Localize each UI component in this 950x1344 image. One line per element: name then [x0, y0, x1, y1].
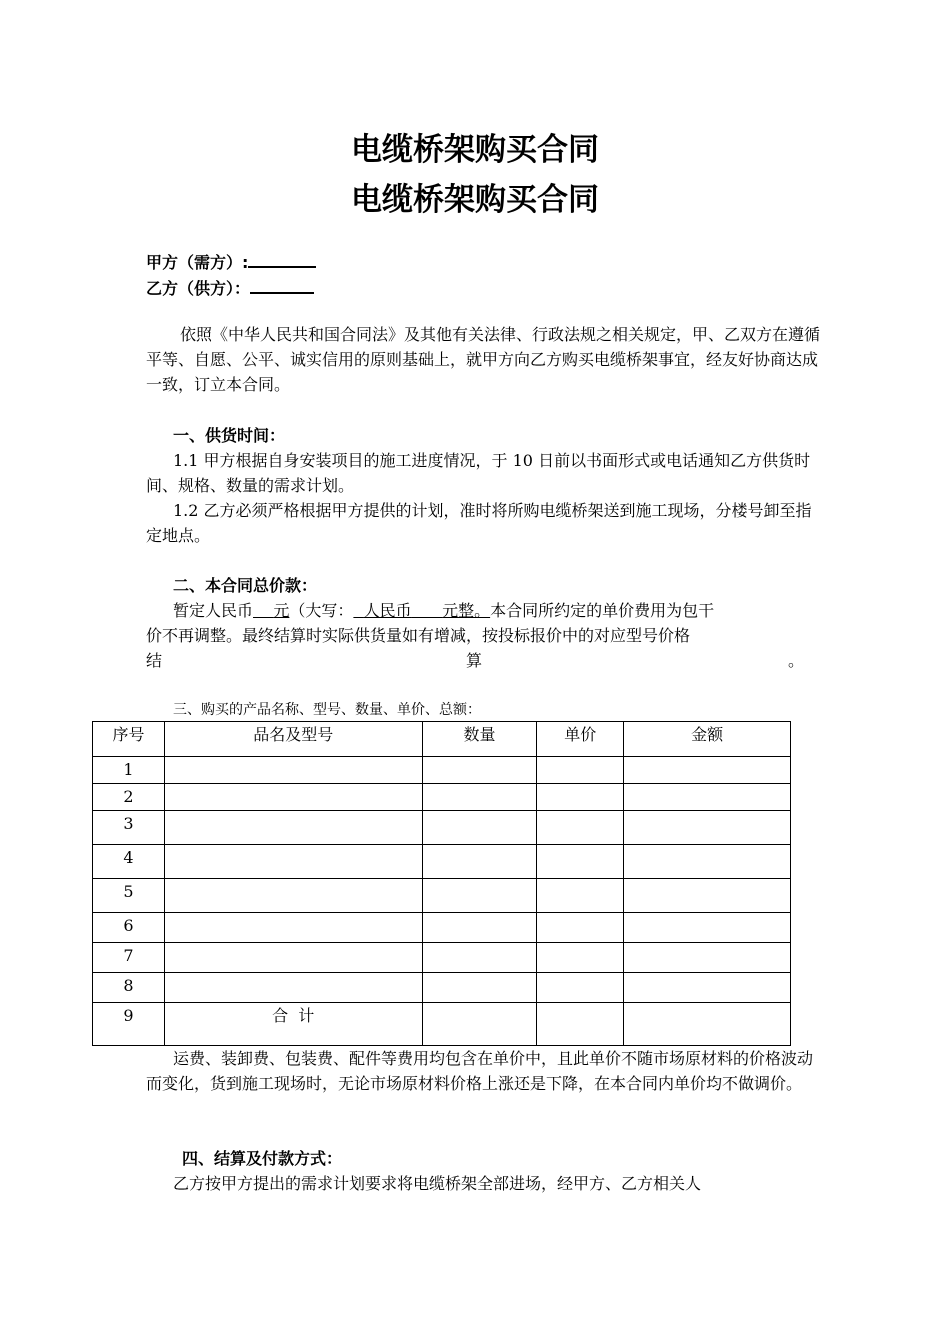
section-1-clause-1: 1.1 甲方根据自身安装项目的施工进度情况，于 10 日前以书面形式或电话通知乙方供货时间、规格、数量的需求计划。 — [146, 451, 811, 495]
header-name-model: 品名及型号 — [164, 722, 422, 757]
cell-unit-price — [537, 943, 624, 973]
cell-name-model — [164, 757, 422, 784]
cell-name-model — [164, 973, 422, 1003]
cell-total-amount — [624, 1003, 791, 1046]
cell-amount — [624, 845, 791, 879]
table-row — [93, 811, 791, 845]
header-seq: 序号 — [93, 722, 165, 757]
section-4-heading: 四、结算及付款方式： — [182, 1149, 343, 1168]
table-total-row — [93, 1003, 791, 1046]
cell-quantity — [422, 811, 537, 845]
party-b-label: 乙方（供方）： — [146, 279, 251, 298]
row-seq: 1 — [93, 757, 165, 784]
section-3-note: 运费、装卸费、包装费、配件等费用均包含在单价中，且此单价不随市场原材料的价格波动而变化，货到施工现场时，无论市场原材料价格上涨还是下降，在本合同内单价均不做调价。 — [146, 1049, 814, 1093]
party-a-blank — [248, 250, 316, 268]
cell-amount — [624, 784, 791, 811]
table-row — [93, 757, 791, 784]
settle-period: 。 — [788, 651, 805, 670]
cell-quantity — [422, 757, 537, 784]
header-amount: 金额 — [624, 722, 791, 757]
cell-quantity — [422, 879, 537, 913]
table-header-row — [93, 722, 791, 757]
price-capital-currency: 人民币 — [363, 601, 412, 620]
row-seq: 7 — [93, 943, 165, 973]
section-4-clause: 乙方按甲方提出的需求计划要求将电缆桥架全部进场，经甲方、乙方相关人 — [173, 1174, 702, 1193]
cell-amount — [624, 757, 791, 784]
cell-unit-price — [537, 879, 624, 913]
cell-amount — [624, 811, 791, 845]
price-capital-blank — [353, 601, 490, 620]
cell-quantity — [422, 943, 537, 973]
table-row — [93, 845, 791, 879]
row-seq: 4 — [93, 845, 165, 879]
cell-unit-price — [537, 973, 624, 1003]
cell-name-model — [164, 845, 422, 879]
party-a-label: 甲方（需方）: — [146, 253, 249, 272]
settle-char-2: 算 — [466, 651, 483, 670]
row-seq: 6 — [93, 913, 165, 943]
cell-total-quantity — [422, 1003, 537, 1046]
header-quantity: 数量 — [422, 722, 537, 757]
section-2-line-2: 价不再调整。最终结算时实际供货量如有增减，按投标报价中的对应型号价格 — [146, 626, 691, 645]
cell-total-unit-price — [537, 1003, 624, 1046]
section-1-clause-2: 1.2 乙方必须严格根据甲方提供的计划，准时将所购电缆桥架送到施工现场，分楼号卸至指定地点。 — [146, 501, 812, 545]
table-row — [93, 943, 791, 973]
cell-quantity — [422, 784, 537, 811]
table-row — [93, 784, 791, 811]
cell-name-model — [164, 913, 422, 943]
total-label: 合 计 — [164, 1003, 422, 1046]
cell-amount — [624, 913, 791, 943]
cell-name-model — [164, 943, 422, 973]
party-a-line — [146, 250, 316, 274]
table-row — [93, 913, 791, 943]
cell-amount — [624, 973, 791, 1003]
price-amount-blank — [253, 601, 289, 620]
cell-unit-price — [537, 845, 624, 879]
row-seq: 8 — [93, 973, 165, 1003]
cell-amount — [624, 879, 791, 913]
row-seq: 5 — [93, 879, 165, 913]
cell-quantity — [422, 973, 537, 1003]
section-2-line-1 — [173, 598, 853, 623]
cell-unit-price — [537, 757, 624, 784]
price-label: 暂定人民币 — [173, 601, 254, 620]
cell-quantity — [422, 845, 537, 879]
table-row — [93, 973, 791, 1003]
document-title: 电缆桥架购买合同 — [351, 132, 599, 168]
price-fixed-note: 本合同所约定的单价费用为包干 — [490, 601, 715, 620]
party-b-blank — [250, 276, 314, 294]
intro-paragraph: 依照《中华人民共和国合同法》及其他有关法律、行政法规之相关规定，甲、乙双方在遵循平等、自愿、公平、诚实信用的原则基础上，就甲方向乙方购买电缆桥架事宜，经友好协商达成一致，订立本合同。 — [146, 325, 821, 394]
section-1-heading: 一、供货时间： — [173, 426, 286, 445]
table-row — [93, 879, 791, 913]
document-title-repeat: 电缆桥架购买合同 — [351, 182, 599, 218]
row-seq: 3 — [93, 811, 165, 845]
price-capital-suffix: 元整。 — [442, 601, 491, 620]
row-seq: 2 — [93, 784, 165, 811]
cell-name-model — [164, 879, 422, 913]
cell-name-model — [164, 811, 422, 845]
cell-amount — [624, 943, 791, 973]
cell-unit-price — [537, 811, 624, 845]
section-2-heading: 二、本合同总价款： — [173, 576, 318, 595]
price-unit: 元 — [273, 601, 290, 620]
header-unit-price: 单价 — [537, 722, 624, 757]
row-seq: 9 — [93, 1003, 165, 1046]
product-table — [92, 721, 791, 1046]
cell-unit-price — [537, 913, 624, 943]
cell-unit-price — [537, 784, 624, 811]
cell-quantity — [422, 913, 537, 943]
section-3-heading: 三、购买的产品名称、型号、数量、单价、总额： — [173, 702, 481, 718]
cell-name-model — [164, 784, 422, 811]
price-capital-label: （大写： — [289, 601, 354, 620]
settle-char-1: 结 — [146, 651, 163, 670]
party-b-line — [146, 276, 314, 300]
